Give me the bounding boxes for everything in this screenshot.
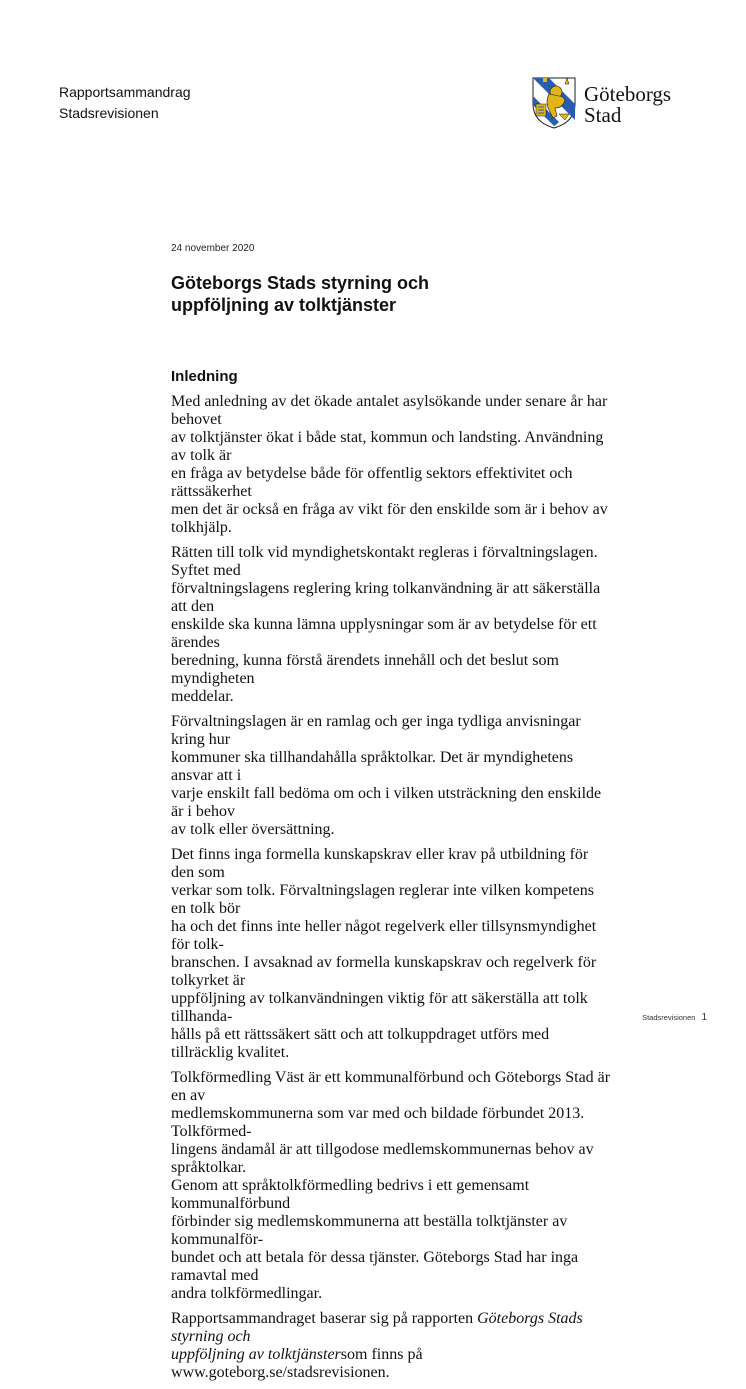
report-date: 24 november 2020 — [171, 243, 255, 254]
text-line: bundet och att betala för dessa tjänster. Göteborgs Stad har inga ramavtal med — [171, 1249, 579, 1284]
document-header — [59, 82, 191, 124]
text-line: hålls på ett rättssäkert sätt och att tolkuppdraget utförs med tillräcklig kvalitet. — [171, 1026, 550, 1061]
footer-label: Stadsrevisionen — [642, 1013, 696, 1022]
coat-of-arms-icon — [529, 74, 579, 130]
text-line: av tolk eller översättning. — [171, 821, 335, 838]
text-line: varje enskilt fall bedöma om och i vilken utsträckning den enskilde är i behov — [171, 785, 602, 820]
text-line: enskilde ska kunna lämna upplysningar som är av betydelse för ett ärendes — [171, 616, 597, 651]
introduction-section — [171, 368, 611, 1389]
text-line: Rätten till tolk vid myndighetskontakt regleras i förvaltningslagen. Syftet med — [171, 544, 598, 579]
title-line-1: Göteborgs Stads styrning och — [171, 273, 430, 293]
report-reference: Göteborgs Stads styrning och — [171, 1310, 583, 1345]
text-line: en fråga av betydelse både för offentlig sektors effektivitet och rättssäkerhet — [171, 465, 573, 500]
logo-line-1: Göteborgs — [584, 82, 672, 106]
logo-wordmark — [584, 84, 671, 126]
text-line: ha och det finns inte heller något regelverk eller tillsynsmyndighet för tolk- — [171, 918, 597, 953]
text-line: andra tolkförmedlingar. — [171, 1285, 323, 1302]
text-line: Med anledning av det ökade antalet asylsökande under senare år har behovet — [171, 393, 608, 428]
text-line: beredning, kunna förstå ärendets innehåll och det beslut som myndigheten — [171, 652, 559, 687]
text-line: lingens ändamål är att tillgodose medlemskommunernas behov av språktolkar. — [171, 1141, 594, 1176]
text-span: som finns på www.goteborg.se/stadsrevisionen. — [171, 1346, 423, 1381]
text-line: förbinder sig medlemskommunerna att beställa tolktjänster av kommunalför- — [171, 1213, 568, 1248]
text-line — [171, 1346, 611, 1382]
report-title — [171, 272, 591, 316]
text-line: kommuner ska tillhandahålla språktolkar. Det är myndighetens ansvar att i — [171, 749, 574, 784]
text-line: meddelar. — [171, 688, 234, 705]
department-name: Stadsrevisionen — [59, 105, 159, 121]
text-line: uppföljning av tolkanvändningen viktig för att säkerställa att tolk tillhanda- — [171, 990, 588, 1025]
text-line: av tolktjänster ökat i både stat, kommun och landsting. Användning av tolk är — [171, 429, 604, 464]
section-heading: Inledning — [171, 368, 238, 385]
city-logo — [529, 74, 689, 130]
text-line: medlemskommunerna som var med och bildade förbundet 2013. Tolkförmed- — [171, 1105, 585, 1140]
text-line: men det är också en fråga av vikt för den enskilde som är i behov av tolkhjälp. — [171, 501, 608, 536]
document-type: Rapportsammandrag — [59, 84, 191, 100]
text-line: branschen. I avsaknad av formella kunskapskrav och regelverk för tolkyrket är — [171, 954, 597, 989]
logo-line-2: Stad — [584, 103, 622, 127]
text-line — [171, 1310, 611, 1346]
text-span: Rapportsammandraget baserar sig på rapporten — [171, 1310, 478, 1327]
text-line: Förvaltningslagen är en ramlag och ger inga tydliga anvisningar kring hur — [171, 713, 581, 748]
text-line: Tolkförmedling Väst är ett kommunalförbund och Göteborgs Stad är en av — [171, 1069, 611, 1104]
text-line: Genom att språktolkförmedling bedrivs i ett gemensamt kommunalförbund — [171, 1177, 530, 1212]
page-number: 1 — [701, 1012, 707, 1023]
text-line: förvaltningslagens reglering kring tolkanvändning är att säkerställa att den — [171, 580, 601, 615]
report-reference: uppföljning av tolktjänster — [171, 1346, 341, 1363]
page-footer — [642, 1012, 707, 1023]
title-line-2: uppföljning av tolktjänster — [171, 295, 397, 315]
text-line: Det finns inga formella kunskapskrav eller krav på utbildning för den som — [171, 846, 589, 881]
text-line: verkar som tolk. Förvaltningslagen reglerar inte vilken kompetens en tolk bör — [171, 882, 594, 917]
